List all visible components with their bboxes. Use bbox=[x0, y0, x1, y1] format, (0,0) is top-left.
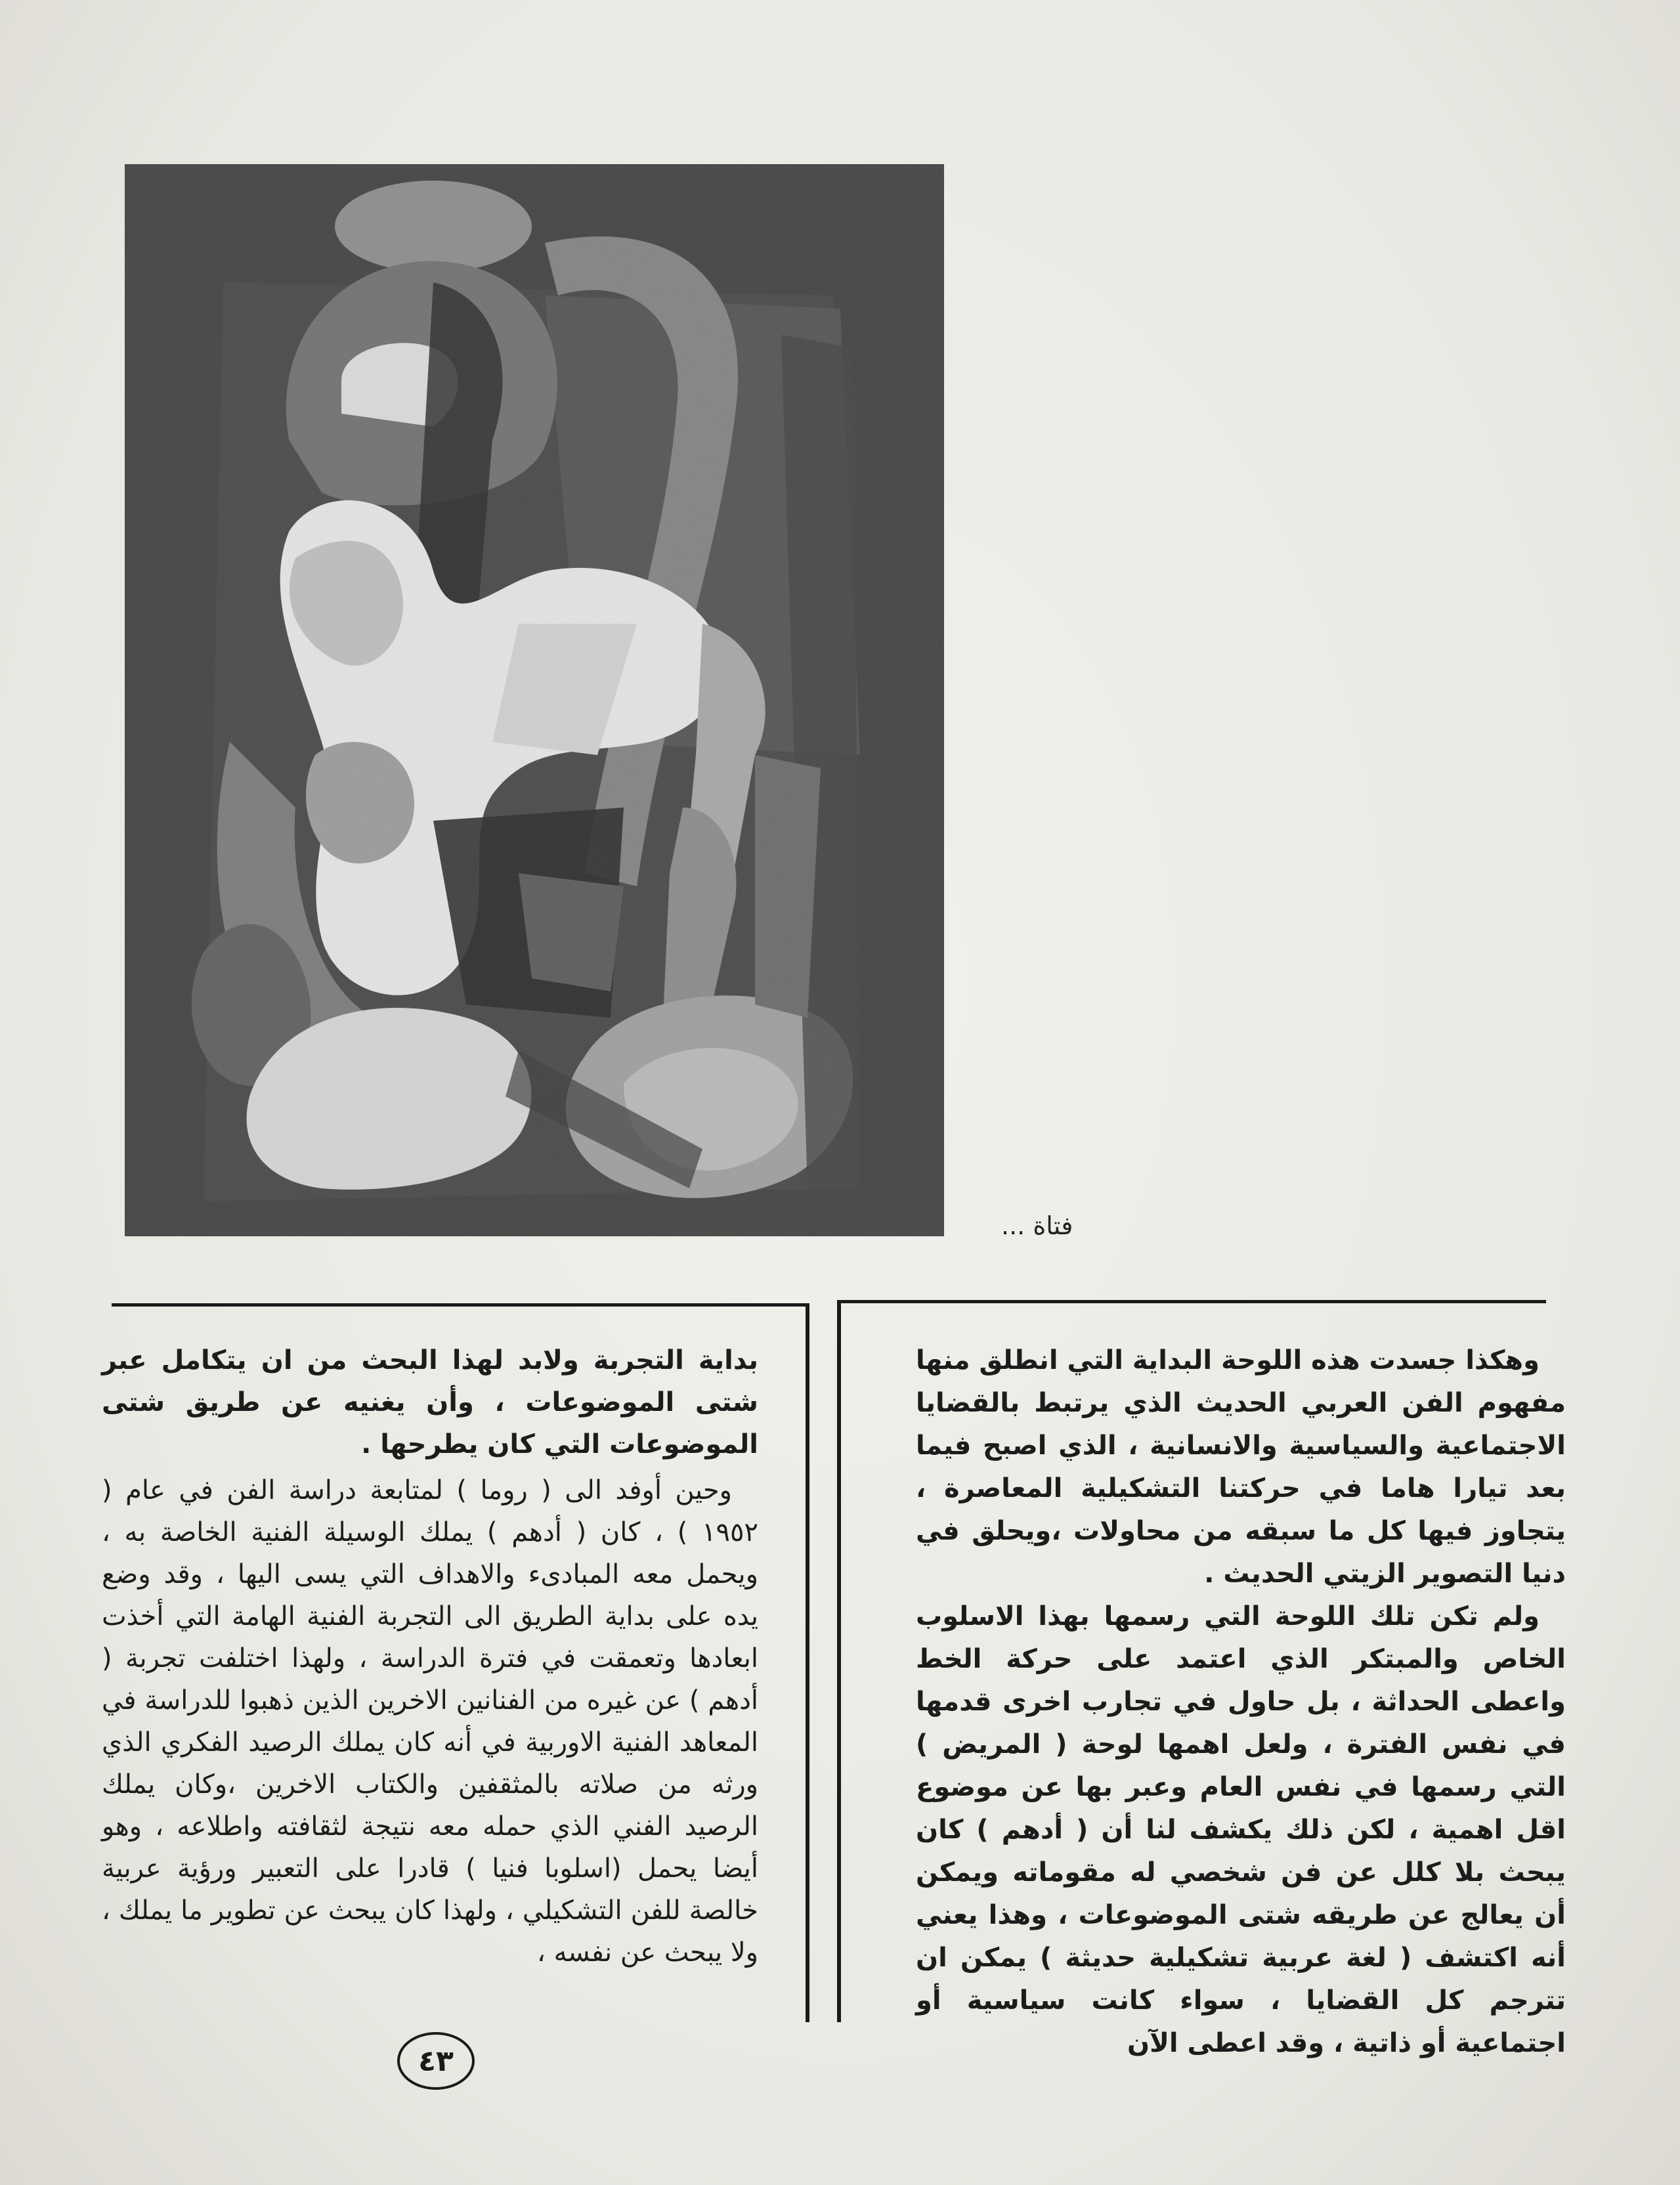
left-lead-paragraph: بداية التجربة ولابد لهذا البحث من ان يتكامل عبر شتى الموضوعات ، وأن يغنيه عن طريق شتى الموضوعات التي كان يطرحها . bbox=[102, 1345, 758, 1460]
painting-illustration bbox=[125, 164, 944, 1236]
right-paragraph-1: وهكذا جسدت هذه اللوحة البداية التي انطلق منها مفهوم الفن العربي الحديث الذي يرتبط بالقضايا الاجتماعية والسياسية والانسانية ، الذي اصبح فيما بعد تيارا هاما في حركتنا التشكيلية المعاصرة ، يتجاوز فيها كل ما سبقه من محاولات ،ويحلق في دنيا التصوير الزيتي الحديث . bbox=[916, 1345, 1566, 1589]
left-column-side-rule bbox=[806, 1303, 809, 2022]
abstract-painting-figure bbox=[125, 164, 944, 1236]
left-column-top-rule bbox=[112, 1303, 809, 1307]
figure-caption: فتاة ... bbox=[1001, 1211, 1073, 1240]
left-text-column bbox=[102, 1339, 758, 1974]
right-paragraph-2: ولم تكن تلك اللوحة التي رسمها بهذا الاسلوب الخاص والمبتكر الذي اعتمد على حركة الخط واعطى الحداثة ، بل حاول في تجارب اخرى قدمها في نفس الفترة ، ولعل اهمها لوحة ( المريض ) التي رسمها في نفس العام وعبر بها عن موضوع اقل اهمية ، لكن ذلك يكشف لنا أن ( أدهم ) كان يبحث بلا كلل عن فن شخصي له مقوماته ويمكن أن يعالج عن طريقه شتى الموضوعات ، وهذا يعني أنه اكتشف ( لغة عربية تشكيلية حديثة ) يمكن ان تترجم كل القضايا ، سواء كانت سياسية أو اجتماعية أو ذاتية ، وقد اعطى الآن bbox=[916, 1601, 1566, 2058]
left-body-paragraph: وحين أوفد الى ( روما ) لمتابعة دراسة الفن في عام ( ١٩٥٢ ) ، كان ( أدهم ) يملك الوسيلة الفنية الخاصة به ، ويحمل معه المبادىء والاهداف التي يسى اليها ، وقد وضع يده على بداية الطريق الى التجربة الفنية الهامة التي أخذت ابعادها وتعمقت في فترة الدراسة ، ولهذا اختلفت تجربة ( أدهم ) عن غيره من الفنانين الاخرين الذين ذهبوا للدراسة في المعاهد الفنية الاوربية في أنه كان يملك الرصيد الفكري الذي ورثه من صلاته بالمثقفين والكتاب الاخرين ،وكان يملك الرصيد الفني الذي حمله معه نتيجة لثقافته واطلاعه ، وهو أيضا يحمل (اسلوبا فنيا ) قادرا على التعبير ورؤية عربية خالصة للفن التشكيلي ، ولهذا كان يبحث عن تطوير ما يملك ، ولا يبحث عن نفسه ، bbox=[102, 1475, 758, 1968]
right-column-side-rule bbox=[837, 1300, 841, 2022]
right-column-top-rule bbox=[837, 1300, 1546, 1303]
page-number: ٤٣ bbox=[397, 2032, 475, 2090]
right-text-column bbox=[916, 1339, 1566, 2065]
